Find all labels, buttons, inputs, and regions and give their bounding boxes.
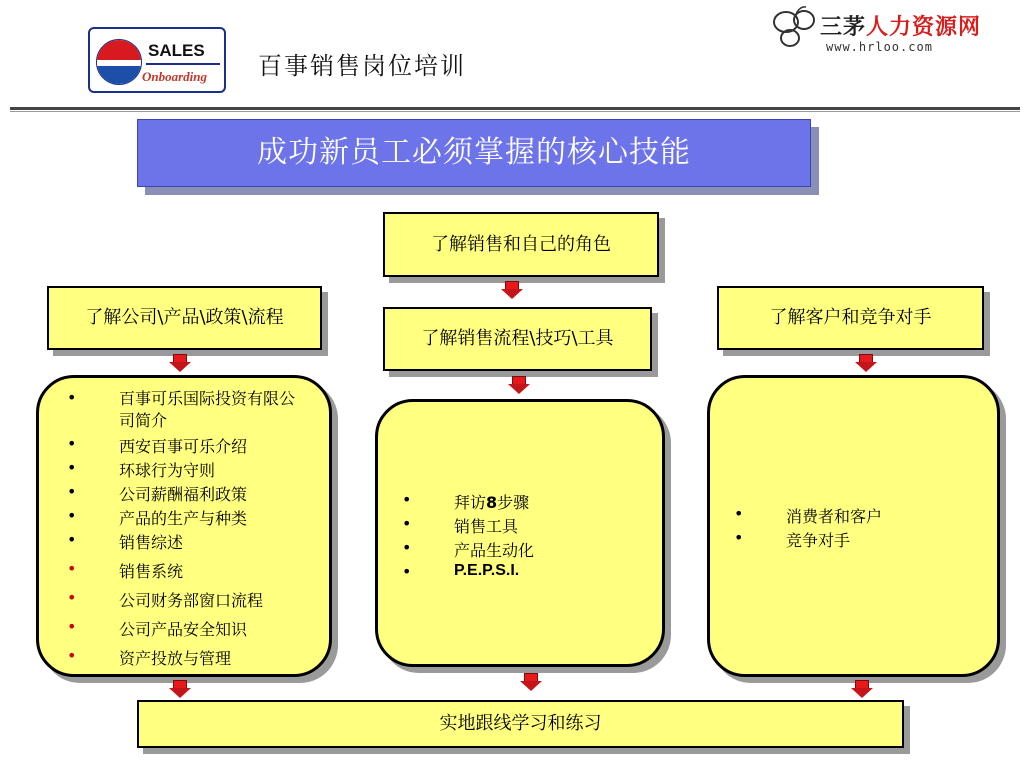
list-item-text: 西安百事可乐介绍: [119, 437, 248, 456]
bullet: •: [67, 482, 77, 501]
visit-count: 8: [486, 493, 498, 512]
list-item: [63, 434, 313, 458]
hrloo-name-part2: 人力资源网: [866, 15, 982, 40]
logo-onboarding-text: Onboarding: [142, 69, 208, 84]
steps-text: 步骤: [497, 493, 530, 512]
list-item: [63, 482, 313, 506]
list-item-text: 公司产品安全知识: [119, 620, 248, 639]
list-item-text: 产品的生产与种类: [119, 509, 248, 528]
sales-skills-panel: [375, 399, 665, 667]
bullet: •: [67, 434, 77, 453]
sales-skills-list: [398, 490, 648, 586]
list-item-text: 环球行为守则: [119, 461, 216, 480]
arrow-down-icon: [501, 281, 523, 299]
bullet: •: [67, 506, 77, 525]
list-item-text: 公司财务部窗口流程: [119, 591, 264, 610]
bullet: •: [67, 588, 77, 607]
list-item: [730, 504, 980, 528]
list-item-text: 销售系统: [119, 562, 184, 581]
list-item-text: 销售综述: [119, 533, 184, 552]
bullet: •: [402, 562, 412, 581]
company-topics-list: [63, 388, 313, 670]
list-item: [398, 562, 648, 586]
hrloo-name-part1: 三茅: [820, 15, 867, 40]
list-item-text: 销售工具: [454, 517, 519, 536]
list-item: [63, 559, 313, 588]
list-item: [63, 506, 313, 530]
sales-onboarding-logo: [88, 27, 226, 93]
pepsi-globe-icon: [96, 39, 142, 85]
list-item-text: 资产投放与管理: [119, 649, 232, 668]
list-item-text: 竞争对手: [786, 531, 851, 550]
logo-sales-text: SALES: [148, 41, 205, 60]
slide-title: 成功新员工必须掌握的核心技能: [137, 119, 811, 187]
company-topics-panel: [36, 375, 332, 677]
list-item: [63, 458, 313, 482]
list-item: [63, 588, 313, 617]
bullet: •: [67, 530, 77, 549]
course-title: 百事销售岗位培训: [258, 52, 466, 80]
list-item: [398, 514, 648, 538]
bullet: •: [67, 388, 77, 407]
arrow-down-icon: [855, 354, 877, 372]
list-item: [398, 538, 648, 562]
bullet: •: [402, 514, 412, 533]
box-sales-process: 了解销售流程\技巧\工具: [383, 307, 652, 371]
list-item-text: [454, 490, 529, 513]
arrow-down-icon: [520, 673, 542, 691]
list-item: [63, 617, 313, 646]
hrloo-url: www.hrloo.com: [826, 40, 933, 54]
list-item-text: 公司薪酬福利政策: [119, 485, 248, 504]
bullet: •: [734, 504, 744, 523]
bullet: •: [67, 559, 77, 578]
box-field-practice: 实地跟线学习和练习: [137, 700, 904, 748]
header-divider: [10, 107, 1020, 110]
list-item: [63, 646, 313, 670]
hrloo-logo-name: [820, 10, 981, 41]
arrow-down-icon: [169, 680, 191, 698]
list-item-text: 百事可乐国际投资有限公司简介: [119, 389, 296, 430]
list-item: [63, 388, 313, 434]
bullet: •: [734, 528, 744, 547]
visit-text: 拜访: [454, 493, 487, 512]
header-divider-thin: [10, 111, 1020, 112]
arrow-down-icon: [508, 376, 530, 394]
list-item: [730, 528, 980, 552]
arrow-down-icon: [851, 680, 873, 698]
list-item: [63, 530, 313, 559]
box-customers: 了解客户和竞争对手: [717, 286, 984, 350]
list-item-text: P.E.P.S.I.: [454, 562, 520, 579]
logo-divider: [146, 63, 220, 65]
customers-panel: [707, 375, 1000, 677]
bullet: •: [67, 458, 77, 477]
bullet: •: [67, 617, 77, 636]
arrow-down-icon: [169, 354, 191, 372]
bullet: •: [402, 490, 412, 509]
box-company: 了解公司\产品\政策\流程: [47, 286, 322, 350]
customers-list: [730, 504, 980, 552]
list-item-text: 产品生动化: [454, 541, 535, 560]
list-item: [398, 490, 648, 514]
butterfly-icon: [770, 4, 820, 54]
bullet: •: [402, 538, 412, 557]
box-role: 了解销售和自己的角色: [383, 212, 659, 277]
bullet: •: [67, 646, 77, 665]
list-item-text: 消费者和客户: [786, 507, 883, 526]
